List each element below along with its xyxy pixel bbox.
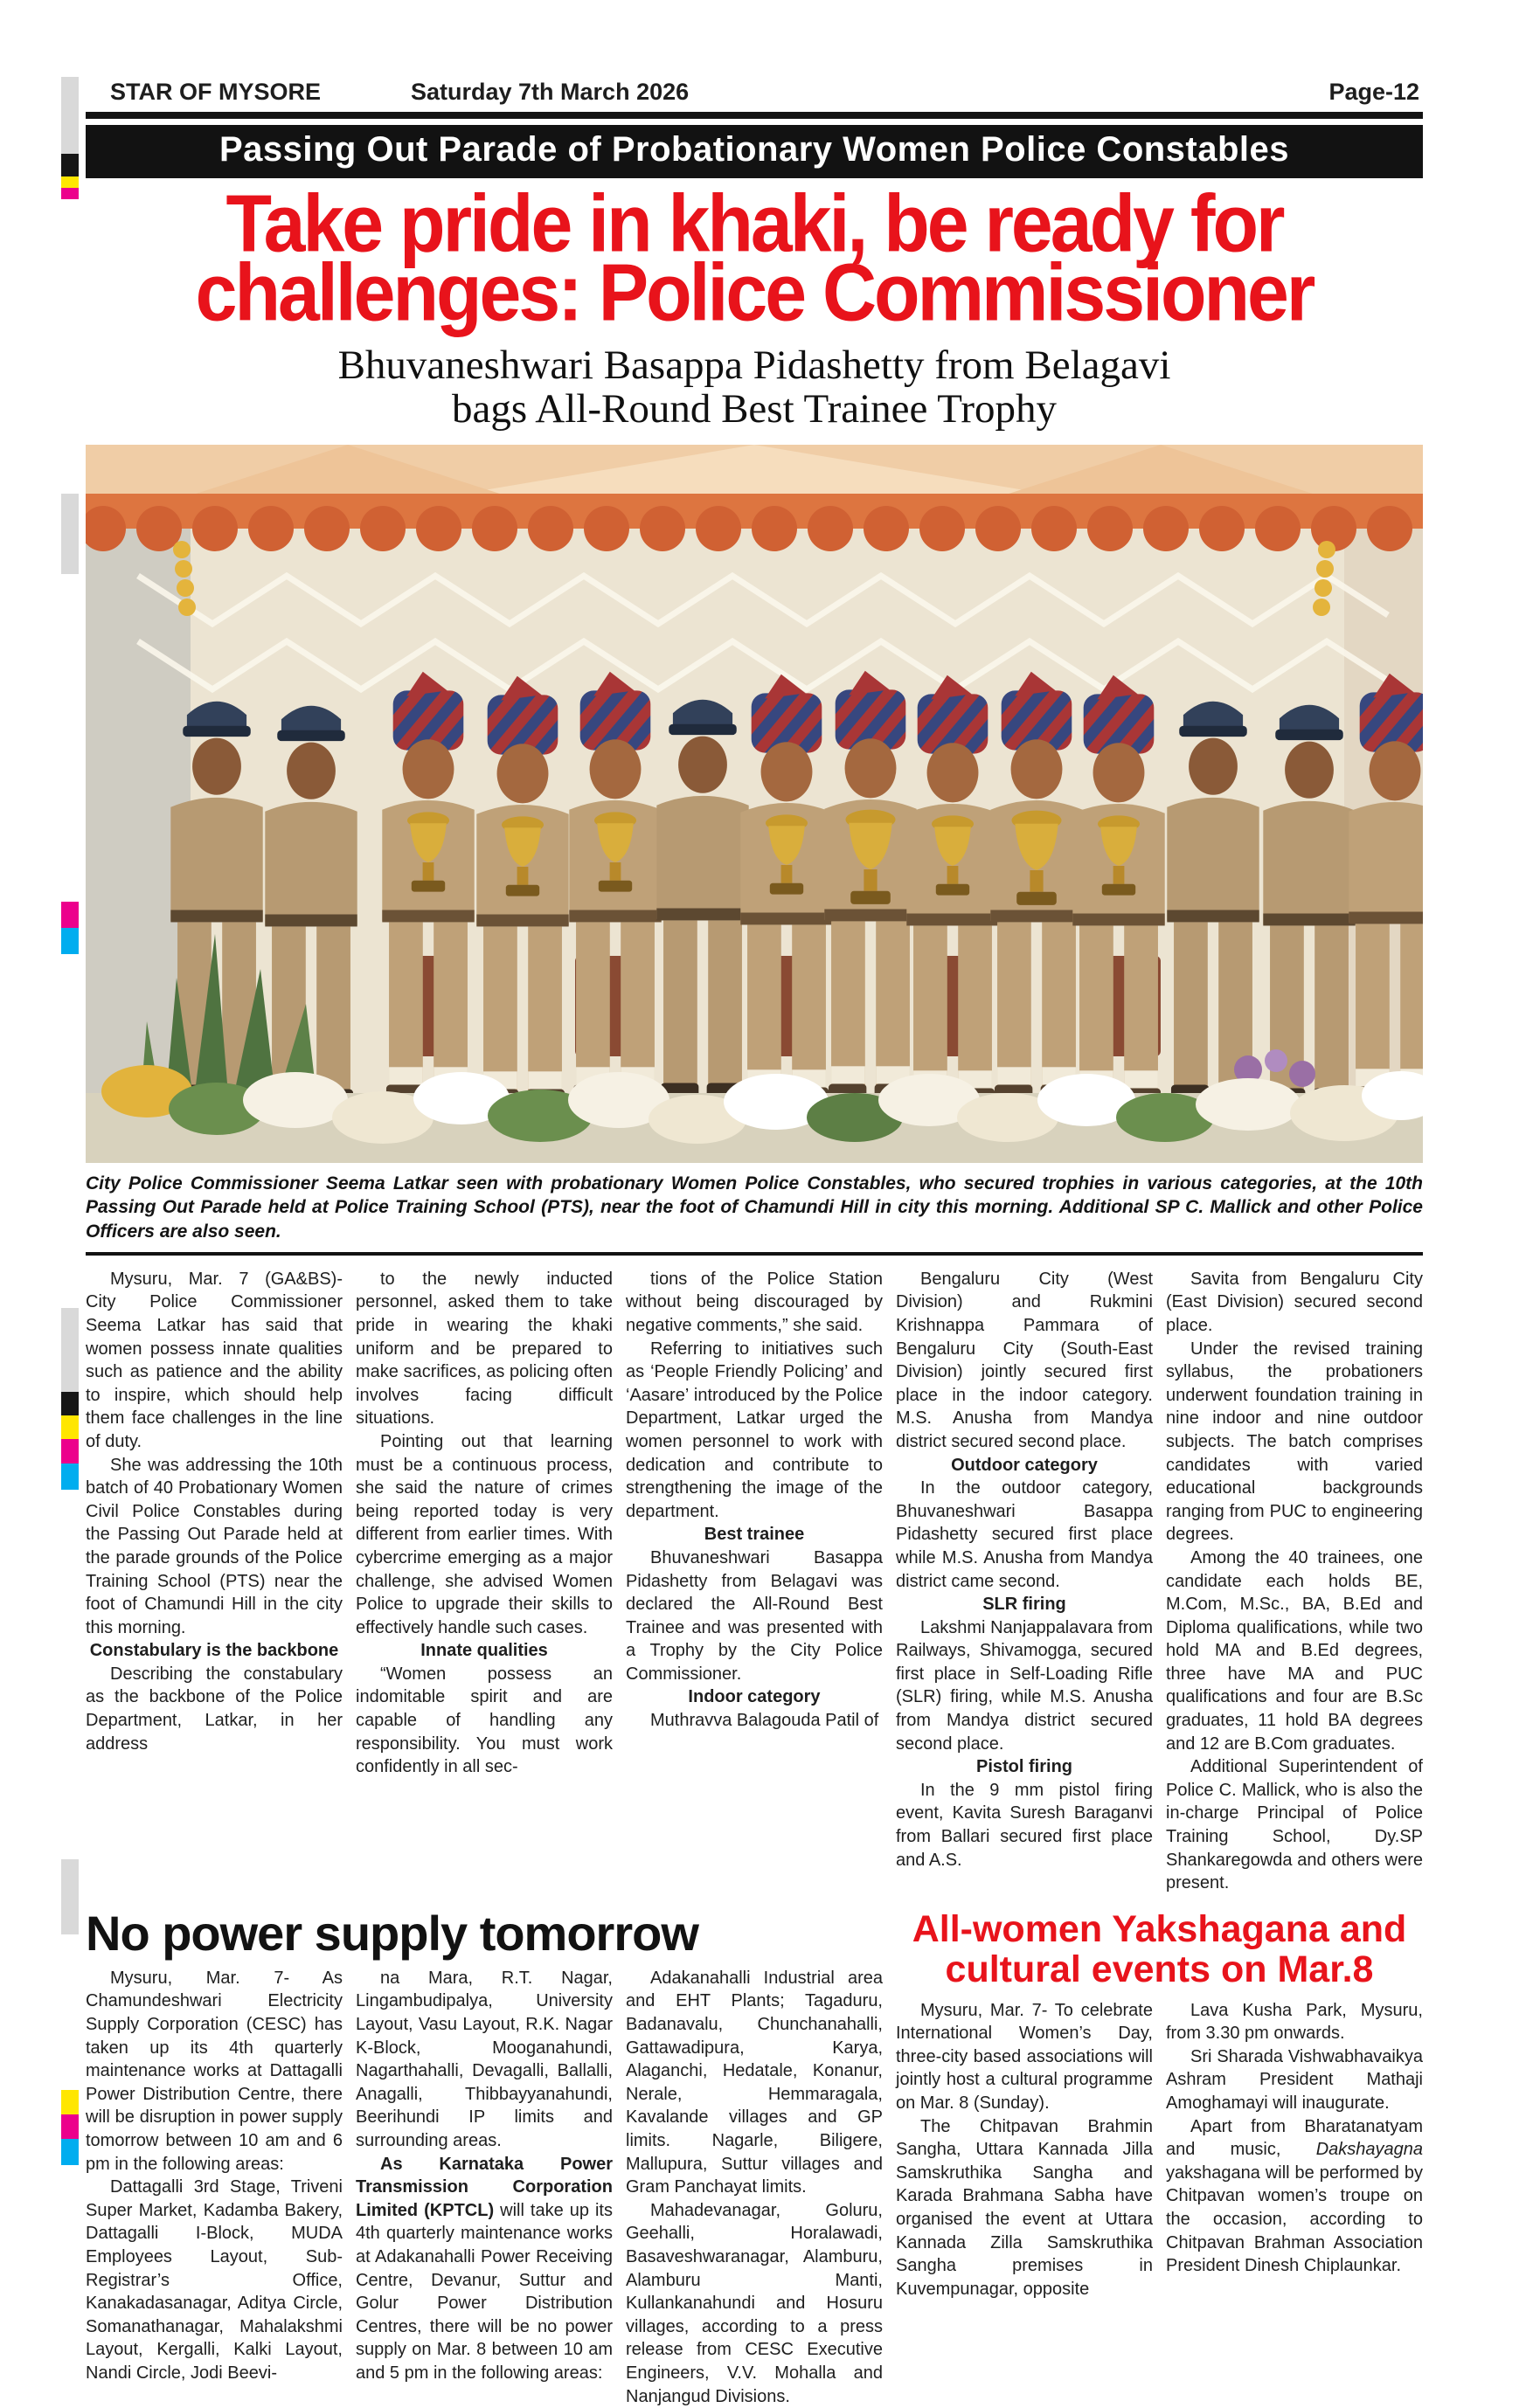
body-paragraph: Bhuvaneshwari Basappa Pidashetty from Belagavi was declared the All-Round Best Trainee and was presented with a Trophy by the City Police Commissioner.	[626, 1547, 883, 1684]
print-mark-gray	[61, 1308, 79, 1392]
secondary-stories	[86, 1905, 1423, 2408]
body-paragraph: na Mara, R.T. Nagar, Lingambudipalya, University Layout, Vasu Layout, R.K. Nagar K-Block, Mooganahundi, Nagarthahalli, Devagalli, Ballalli, Anagalli, Thibbayyanahundi, Beerihundi IP limits and surrounding areas.	[356, 1968, 613, 2150]
article-column-5	[1166, 1268, 1423, 1895]
body-paragraph: The Chitpavan Brahmin Sangha, Uttara Kannada Jilla Samskruthika Sangha and Karada Brahmana Sabha have organised the event at Uttara Kannada Zilla Samskruthika Sangha premises in Kuvempunagar, opposite	[896, 2116, 1153, 2299]
body-paragraph: tions of the Police Station without being discouraged by negative comments,” she said.	[626, 1269, 883, 1335]
edition-date: Saturday 7th March 2026	[411, 79, 690, 105]
page-number: Page-12	[1328, 79, 1419, 105]
body-paragraph: Dattagalli 3rd Stage, Triveni Super Market, Kadamba Bakery, Dattagalli I-Block, MUDA Employees Layout, Sub-Registrar’s Office, Kanakadasanagar, Aditya Circle, Somanathanagar, Mahalakshmi Layout, Kergalli, Kalki Layout, Nandi Circle, Jodi Beevi-	[86, 2177, 343, 2383]
print-mark-magenta	[61, 1439, 79, 1463]
body-paragraph: Savita from Bengaluru City (East Division) secured second place.	[1166, 1269, 1423, 1335]
body-paragraph: Mahadevanagar, Goluru, Geehalli, Horalawadi, Basaveshwaranagar, Alamburu, Alamburu Manti, Kullankanahundi and Hosuru villages, according to a press release from CESC Executive Engineers, V.V. Mohalla and Nanjangud Divisions.	[626, 2200, 883, 2406]
body-paragraph: Mysuru, Mar. 7- As Chamundeshwari Electricity Supply Corporation (CESC) has taken up its 4th quarterly maintenance works at Dattagalli Power Distribution Centre, there will be disruption in power supply tomorrow between 10 am and 6 pm in the following areas:	[86, 1968, 343, 2174]
section-subhead: Best trainee	[704, 1525, 805, 1545]
power-column-1	[86, 1967, 343, 2408]
power-article-body	[86, 1967, 883, 2408]
power-headline: No power supply tomorrow	[86, 1905, 698, 1961]
print-mark-gray	[61, 1859, 79, 1934]
section-subhead: Indoor category	[688, 1687, 821, 1707]
kicker-banner: Passing Out Parade of Probationary Women Police Constables	[86, 125, 1423, 178]
body-paragraph: Sri Sharada Vishwabhavaikya Ashram President Mathaji Amoghamayi will inaugurate.	[1166, 2046, 1423, 2114]
article-column-2	[356, 1268, 613, 1895]
yakshagana-headline	[896, 1909, 1423, 1990]
yakshagana-article-body	[896, 1999, 1423, 2301]
section-subhead: Innate qualities	[420, 1641, 548, 1661]
print-mark-cyan	[61, 1463, 79, 1490]
tent-canopy	[86, 445, 1423, 551]
photo-caption: City Police Commissioner Seema Latkar seen with probationary Women Police Constables, who secured trophies in various categories, at the 10th Passing Out Parade held at Police Training School (PTS), near the foot of Chamundi Hill in city this morning. Additional SP C. Mallick and other Police Officers are also seen.	[86, 1172, 1423, 1256]
body-paragraph: Referring to initiatives such as ‘People Friendly Policing’ and ‘Aasare’ introduced by the Police Department, Latkar urged the women personnel to work with dedication and contribute to strengthening the image of the department.	[626, 1339, 883, 1521]
body-paragraph: Lakshmi Nanjappalavara from Railways, Shivamogga, secured first place in Self-Loading Rifle (SLR) firing, while M.S. Anusha from Mandya district secured second place.	[896, 1617, 1153, 1754]
page-content	[86, 75, 1423, 2408]
headline-line-1: Take pride in khaki, be ready for	[225, 178, 1283, 269]
body-paragraph: Additional Superintendent of Police C. Mallick, who is also the in-charge Principal of Police Training School, Dy.SP Shankaregowda and others were present.	[1166, 1757, 1423, 1893]
print-mark-black	[61, 154, 79, 176]
body-paragraph: Adakanahalli Industrial area and EHT Plants; Tagaduru, Badanavalu, Chunchanahalli, Gattawadipura, Karya, Alaganchi, Hedatale, Konanur, Nerale, Hemmaragala, Kavalande villages and GP limits. Nagarle, Biligere, Mallupura, Suttur villages and Gram Panchayat limits.	[626, 1968, 883, 2197]
print-mark-magenta	[61, 2114, 79, 2139]
main-headline	[86, 178, 1423, 339]
page-header	[86, 75, 1423, 110]
yakshagana-column-2	[1166, 1999, 1423, 2301]
body-paragraph: Pointing out that learning must be a continuous process, she said the nature of crimes being reported today is very different from earlier times. With cybercrime emerging as a major challenge, she advised Women Police to upgrade their skills to effectively handle such cases.	[356, 1431, 613, 1637]
body-paragraph: Describing the constabulary as the backbone of the Police Department, Latkar, in her address	[86, 1664, 343, 1754]
power-column-2	[356, 1967, 613, 2408]
print-mark-black	[61, 1392, 79, 1415]
body-paragraph: Bengaluru City (West Division) and Rukmini Krishnappa Pammara of Bengaluru City (South-East Division) jointly secured first place in the indoor category. M.S. Anusha from Mandya district secured second place.	[896, 1269, 1153, 1451]
print-mark-cyan	[61, 928, 79, 954]
headline-line-2: challenges: Police Commissioner	[195, 247, 1314, 339]
body-paragraph: Mysuru, Mar. 7- To celebrate International Women’s Day, three-city based associations will jointly host a cultural programme on Mar. 8 (Sunday).	[896, 2000, 1153, 2114]
print-mark-magenta	[61, 188, 79, 199]
body-paragraph: to the newly inducted personnel, asked them to take pride in wearing the khaki uniform and be prepared to make sacrifices, as policing often involves facing difficult situations.	[356, 1269, 613, 1429]
deck-line-2: bags All-Round Best Trainee Trophy	[451, 385, 1058, 432]
body-paragraph: Under the revised training syllabus, the probationers underwent foundation training in nine indoor and nine outdoor subjects. The batch comprises candidates with varied educational backgrounds ranging from PUC to engineering degrees.	[1166, 1339, 1423, 1545]
section-subhead: Constabulary is the backbone	[89, 1641, 339, 1661]
body-paragraph: In the outdoor category, Bhuvaneshwari Basappa Pidashetty secured first place while M.S. Anusha from Mandya district came second.	[896, 1478, 1153, 1591]
masthead: STAR OF MYSORE	[110, 79, 322, 105]
deck-line-1: Bhuvaneshwari Basappa Pidashetty from Belagavi	[337, 343, 1171, 389]
section-subhead: SLR firing	[982, 1595, 1066, 1615]
section-subhead: Outdoor category	[951, 1455, 1098, 1475]
print-mark-gray	[61, 494, 79, 574]
power-supply-article	[86, 1905, 883, 2408]
power-column-3	[626, 1967, 883, 2408]
body-paragraph: Apart from Bharatanatyam and music, Dakshayagna yakshagana will be performed by Chitpavan women’s troupe on the occasion, according to Chitpavan Brahman Association President Dinesh Chiplaunkar.	[1166, 2116, 1423, 2276]
body-paragraph: In the 9 mm pistol firing event, Kavita Suresh Baraganvi from Ballari secured first place and A.S.	[896, 1780, 1153, 1870]
print-mark-yellow	[61, 176, 79, 188]
body-paragraph: Lava Kusha Park, Mysuru, from 3.30 pm onwards.	[1166, 2000, 1423, 2044]
print-mark-magenta	[61, 902, 79, 928]
body-paragraph: Among the 40 trainees, one candidate each holds BE, M.Com, M.Sc., BA, B.Ed and Diploma qualifications, while two hold MA and B.Ed degrees, three have MA and PUC qualifications and four are B.Sc graduates, 11 hold BA degrees and 12 are B.Com graduates.	[1166, 1547, 1423, 1754]
body-paragraph: She was addressing the 10th batch of 40 Probationary Women Civil Police Constables during the Passing Out Parade held at the parade grounds of the Police Training School (PTS) near the foot of Chamundi Hill in the city this morning.	[86, 1455, 343, 1637]
article-column-3	[626, 1268, 883, 1895]
yakshagana-headline-line-1: All-women Yakshagana and	[912, 1907, 1407, 1950]
yakshagana-article	[896, 1909, 1423, 2408]
print-mark-yellow	[61, 2090, 79, 2114]
parade-photo-illustration	[86, 445, 1423, 1163]
body-paragraph: “Women possess an indomitable spirit and are capable of handling any responsibility. You must work confidently in all sec-	[356, 1664, 613, 1777]
print-mark-gray	[61, 77, 79, 154]
parade-photo	[86, 445, 1423, 1163]
section-subhead: Pistol firing	[976, 1757, 1072, 1777]
main-article	[86, 1268, 1423, 1895]
yakshagana-headline-line-2: cultural events on Mar.8	[945, 1948, 1374, 1991]
body-paragraph: Muthravva Balagouda Patil of	[650, 1711, 879, 1731]
article-column-1	[86, 1268, 343, 1895]
article-column-4	[896, 1268, 1153, 1895]
yakshagana-column-1	[896, 1999, 1153, 2301]
print-mark-yellow	[61, 1415, 79, 1439]
header-rule	[86, 112, 1423, 119]
body-paragraph: As Karnataka Power Transmission Corporation Limited (KPTCL) will take up its 4th quarterly maintenance works at Adakanahalli Power Receiving Centre, Devanur, Suttur and Golur Power Distribution Centres, there will be no power supply on Mar. 8 between 10 am and 5 pm in the following areas:	[356, 2154, 613, 2383]
sub-headline	[86, 344, 1423, 431]
body-paragraph: Mysuru, Mar. 7 (GA&BS)- City Police Commissioner Seema Latkar has said that women possess innate qualities such as patience and the ability to inspire, which should help them face challenges in the line of duty.	[86, 1269, 343, 1451]
print-mark-cyan	[61, 2139, 79, 2165]
